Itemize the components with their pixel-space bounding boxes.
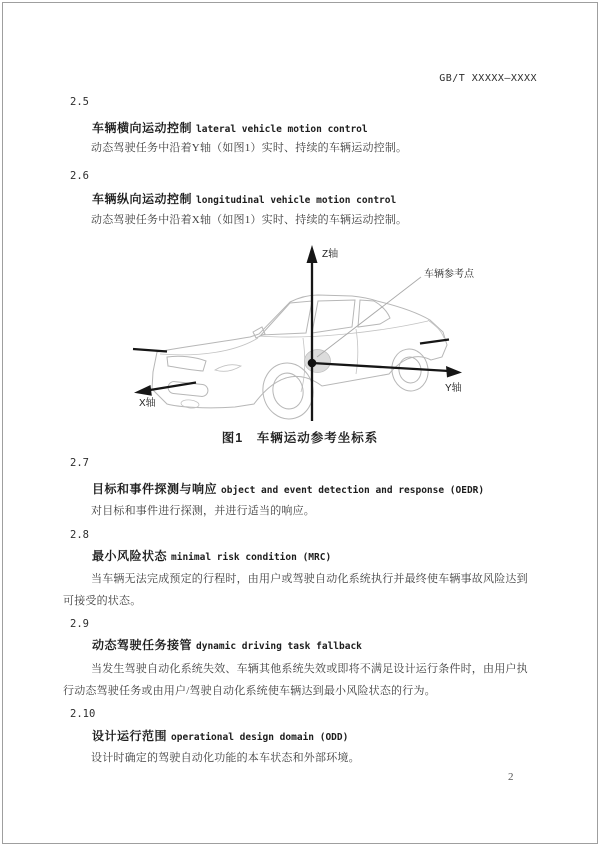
term-zh: 设计运行范围 (92, 729, 168, 743)
term-zh: 目标和事件探测与响应 (92, 482, 218, 496)
term-zh: 动态驾驶任务接管 (92, 638, 193, 652)
section-definition: 动态驾驶任务中沿着Y轴（如图1）实时、持续的车辆运动控制。 (91, 142, 408, 154)
page-number: 2 (508, 771, 514, 783)
section-definition: 当车辆无法完成预定的行程时，由用户或驾驶自动化系统执行并最终使车辆事故风险达到可接受的状态。 (63, 573, 528, 607)
section-definition: 对目标和事件进行探测，并进行适当的响应。 (91, 505, 315, 517)
x-axis-label: X轴 (139, 398, 156, 409)
term-en: operational design domain (ODD) (171, 732, 349, 743)
z-axis (307, 245, 318, 421)
reference-point-label: 车辆参考点 (424, 269, 474, 280)
term-en: minimal risk condition (MRC) (171, 552, 332, 563)
term-zh: 车辆纵向运动控制 (92, 192, 193, 206)
section-number: 2.8 (70, 529, 89, 541)
section-number: 2.7 (70, 457, 89, 469)
y-axis (133, 349, 462, 378)
vehicle-reference-point (308, 359, 317, 368)
vehicle-coordinate-figure (0, 240, 600, 432)
reference-point-leader-line (317, 277, 421, 357)
section-definition: 当发生驾驶自动化系统失效、车辆其他系统失效或即将不满足设计运行条件时，由用户执行动态驾驶任务或由用户/驾驶自动化系统使车辆达到最小风险状态的行为。 (63, 663, 528, 697)
section-number: 2.6 (70, 170, 89, 182)
term-en: object and event detection and response (OEDR) (221, 485, 485, 496)
section-number: 2.9 (70, 618, 89, 630)
section-definition: 设计时确定的驾驶自动化功能的本车状态和外部环境。 (91, 752, 360, 764)
section-number: 2.10 (70, 708, 96, 720)
term-en: dynamic driving task fallback (196, 641, 362, 652)
section-definition: 动态驾驶任务中沿着X轴（如图1）实时、持续的车辆运动控制。 (91, 214, 408, 226)
section-term (92, 636, 362, 654)
standard-code-header: GB/T XXXXX—XXXX (439, 73, 537, 84)
term-zh: 车辆横向运动控制 (92, 121, 193, 135)
term-en: longitudinal vehicle motion control (196, 195, 397, 206)
section-term (92, 727, 348, 745)
term-en: lateral vehicle motion control (196, 124, 368, 135)
figure-caption: 图1 车辆运动参考坐标系 (221, 431, 379, 445)
section-term (92, 190, 396, 208)
car-sketch (152, 295, 447, 423)
y-axis-label: Y轴 (445, 383, 462, 394)
section-term (92, 547, 331, 565)
z-axis-label: Z轴 (322, 249, 339, 260)
section-term (92, 480, 484, 498)
section-number: 2.5 (70, 96, 89, 108)
term-zh: 最小风险状态 (92, 549, 168, 563)
section-term (92, 119, 368, 137)
